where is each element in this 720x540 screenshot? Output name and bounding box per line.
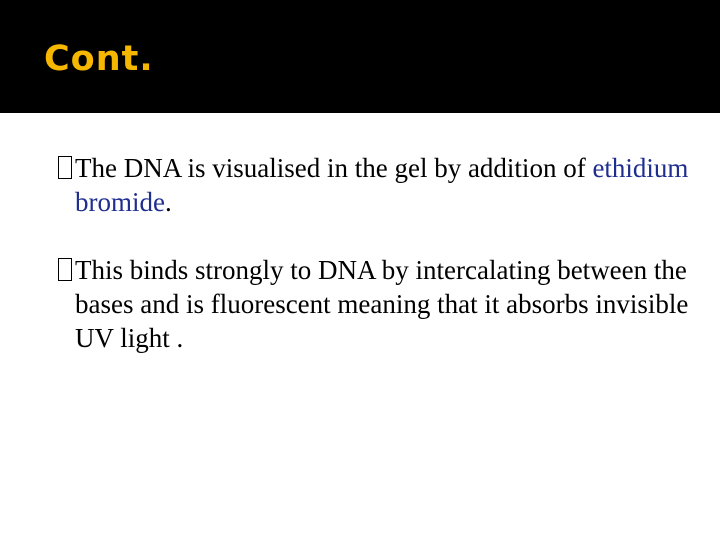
highlighted-term: ethidium bromide xyxy=(75,153,689,217)
bullet-item xyxy=(58,151,698,219)
bullet-text: The DNA is visualised in the gel by addition of xyxy=(75,153,593,183)
bullet-item xyxy=(58,253,698,355)
bullet-text: This binds strongly to DNA by intercalating between the bases and is fluorescent meaning that it absorbs invisible UV light . xyxy=(75,255,689,353)
title-bar xyxy=(0,0,720,113)
bullet-text-end: . xyxy=(164,187,172,217)
slide-title: Cont. xyxy=(44,39,154,79)
missing-glyph-box-icon xyxy=(58,258,72,281)
slide-body xyxy=(58,151,698,389)
missing-glyph-box-icon xyxy=(58,156,72,179)
